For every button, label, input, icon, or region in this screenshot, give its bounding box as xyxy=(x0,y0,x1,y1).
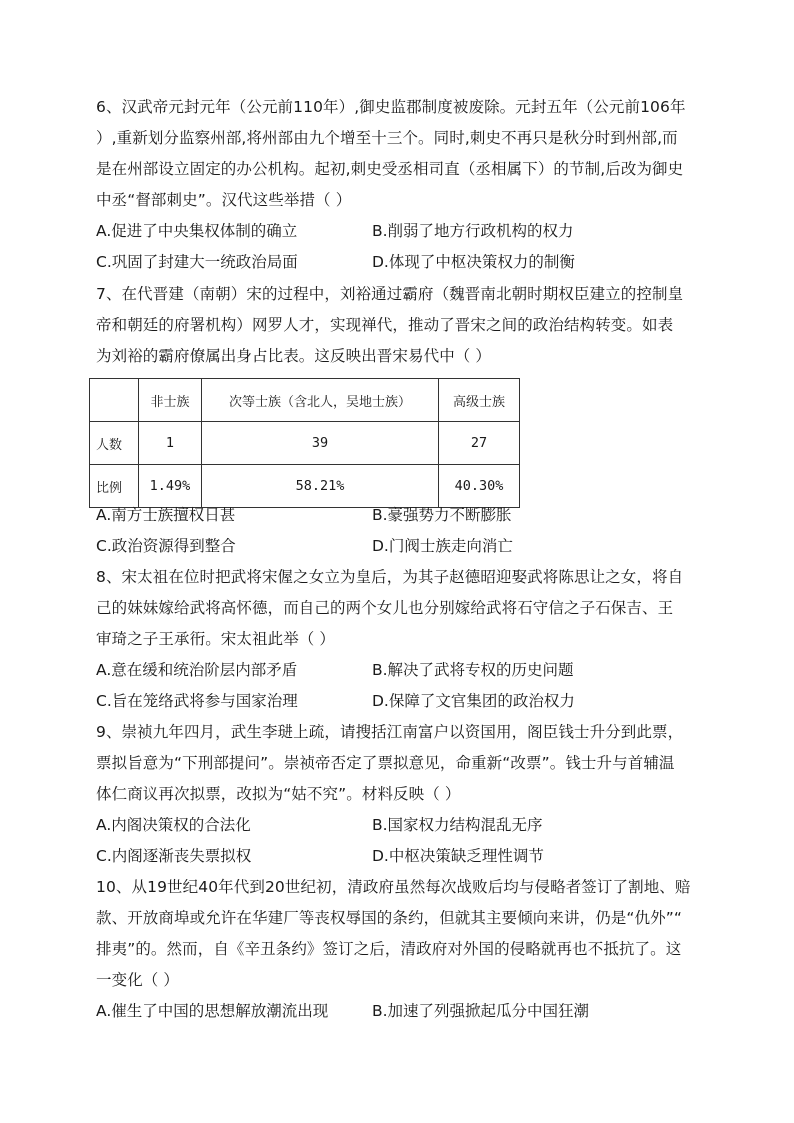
question-8-option-d[interactable]: D.保障了文官集团的政治权力 xyxy=(372,692,575,710)
question-9-line-3: 体仁商议再次拟票，改拟为“姑不究”。材料反映（ ） xyxy=(96,785,461,803)
question-8-option-b[interactable]: B.解决了武将专权的历史问题 xyxy=(372,661,574,679)
question-9-line-2: 票拟旨意为“下刑部提问”。崇祯帝否定了票拟意见，命重新“改票”。钱士升与首辅温 xyxy=(96,754,675,772)
question-8-option-c[interactable]: C.旨在笼络武将参与国家治理 xyxy=(96,692,298,710)
table-cell: 39 xyxy=(202,422,439,465)
question-9-option-b[interactable]: B.国家权力结构混乱无序 xyxy=(372,816,543,834)
question-7-line-2: 帝和朝廷的府署机构）网罗人才，实现禅代，推动了晋宋之间的政治结构转变。如表 xyxy=(96,316,674,334)
question-9-option-d[interactable]: D.中枢决策缺乏理性调节 xyxy=(372,847,544,865)
table-header-cell: 非士族 xyxy=(139,379,202,422)
question-8-line-1: 8、宋太祖在位时把武将宋偓之女立为皇后，为其子赵德昭迎娶武将陈思让之女，将自 xyxy=(96,568,684,586)
table-cell: 比例 xyxy=(90,465,139,508)
table-cell: 1 xyxy=(139,422,202,465)
table-header-cell: 高级士族 xyxy=(439,379,520,422)
table-header-row xyxy=(90,379,520,422)
question-6-line-4: 中丞“督部刺史”。汉代这些举措（ ） xyxy=(96,191,352,209)
question-10-line-1: 10、从19世纪40年代到20世纪初，清政府虽然每次战败后均与侵略者签订了割地、赔 xyxy=(96,878,691,896)
table-cell: 40.30% xyxy=(439,465,520,508)
question-6-option-c[interactable]: C.巩固了封建大一统政治局面 xyxy=(96,253,298,271)
question-10-line-3: 排夷”的。然而，自《辛丑条约》签订之后，清政府对外国的侵略就再也不抵抗了。这 xyxy=(96,940,682,958)
table-cell: 27 xyxy=(439,422,520,465)
question-7-option-b[interactable]: B.豪强势力不断膨胀 xyxy=(372,506,512,524)
question-8-line-3: 审琦之子王承衎。宋太祖此举（ ） xyxy=(96,630,336,648)
table-row xyxy=(90,422,520,465)
table-cell: 人数 xyxy=(90,422,139,465)
question-6-option-d[interactable]: D.体现了中枢决策权力的制衡 xyxy=(372,253,575,271)
question-10-line-4: 一变化（ ） xyxy=(96,971,180,989)
question-6-option-b[interactable]: B.削弱了地方行政机构的权力 xyxy=(372,222,574,240)
table-row xyxy=(90,465,520,508)
question-9-option-a[interactable]: A.内阁决策权的合法化 xyxy=(96,816,251,834)
question-7-option-d[interactable]: D.门阀士族走向消亡 xyxy=(372,537,513,555)
question-6-line-1: 6、汉武帝元封元年（公元前110年）,御史监郡制度被废除。元封五年（公元前106年 xyxy=(96,98,686,116)
question-7-line-1: 7、在代晋建（南朝）宋的过程中，刘裕通过霸府（魏晋南北朝时期权臣建立的控制皇 xyxy=(96,285,684,303)
table-header-cell xyxy=(90,379,139,422)
question-8-option-a[interactable]: A.意在缓和统治阶层内部矛盾 xyxy=(96,661,298,679)
question-6-line-2: ）,重新划分监察州部,将州部由九个增至十三个。同时,刺史不再只是秋分时到州部,而 xyxy=(96,129,678,147)
question-10-option-a[interactable]: A.催生了中国的思想解放潮流出现 xyxy=(96,1002,329,1020)
question-8-line-2: 己的妹妹嫁给武将高怀德，而自己的两个女儿也分别嫁给武将石守信之子石保吉、王 xyxy=(96,599,674,617)
question-7-line-3: 为刘裕的霸府僚属出身占比表。这反映出晋宋易代中（ ） xyxy=(96,347,492,365)
question-10-line-2: 款、开放商埠或允许在华建厂等丧权辱国的条约，但就其主要倾向来讲，仍是“仇外”“ xyxy=(96,909,682,927)
table-cell: 1.49% xyxy=(139,465,202,508)
question-9-line-1: 9、崇祯九年四月，武生李琎上疏，请搜括江南富户以资国用，阁臣钱士升分到此票， xyxy=(96,723,684,741)
question-10-option-b[interactable]: B.加速了列强掀起瓜分中国狂潮 xyxy=(372,1002,590,1020)
table-header-cell: 次等士族（含北人，吴地士族） xyxy=(202,379,439,422)
table-cell: 58.21% xyxy=(202,465,439,508)
data-table xyxy=(89,378,520,508)
question-9-option-c[interactable]: C.内阁逐渐丧失票拟权 xyxy=(96,847,252,865)
question-6-line-3: 是在州部设立固定的办公机构。起初,刺史受丞相司直（丞相属下）的节制,后改为御史 xyxy=(96,160,684,178)
question-7-option-a[interactable]: A.南方士族擅权日甚 xyxy=(96,506,236,524)
question-7-option-c[interactable]: C.政治资源得到整合 xyxy=(96,537,236,555)
question-6-option-a[interactable]: A.促进了中央集权体制的确立 xyxy=(96,222,298,240)
